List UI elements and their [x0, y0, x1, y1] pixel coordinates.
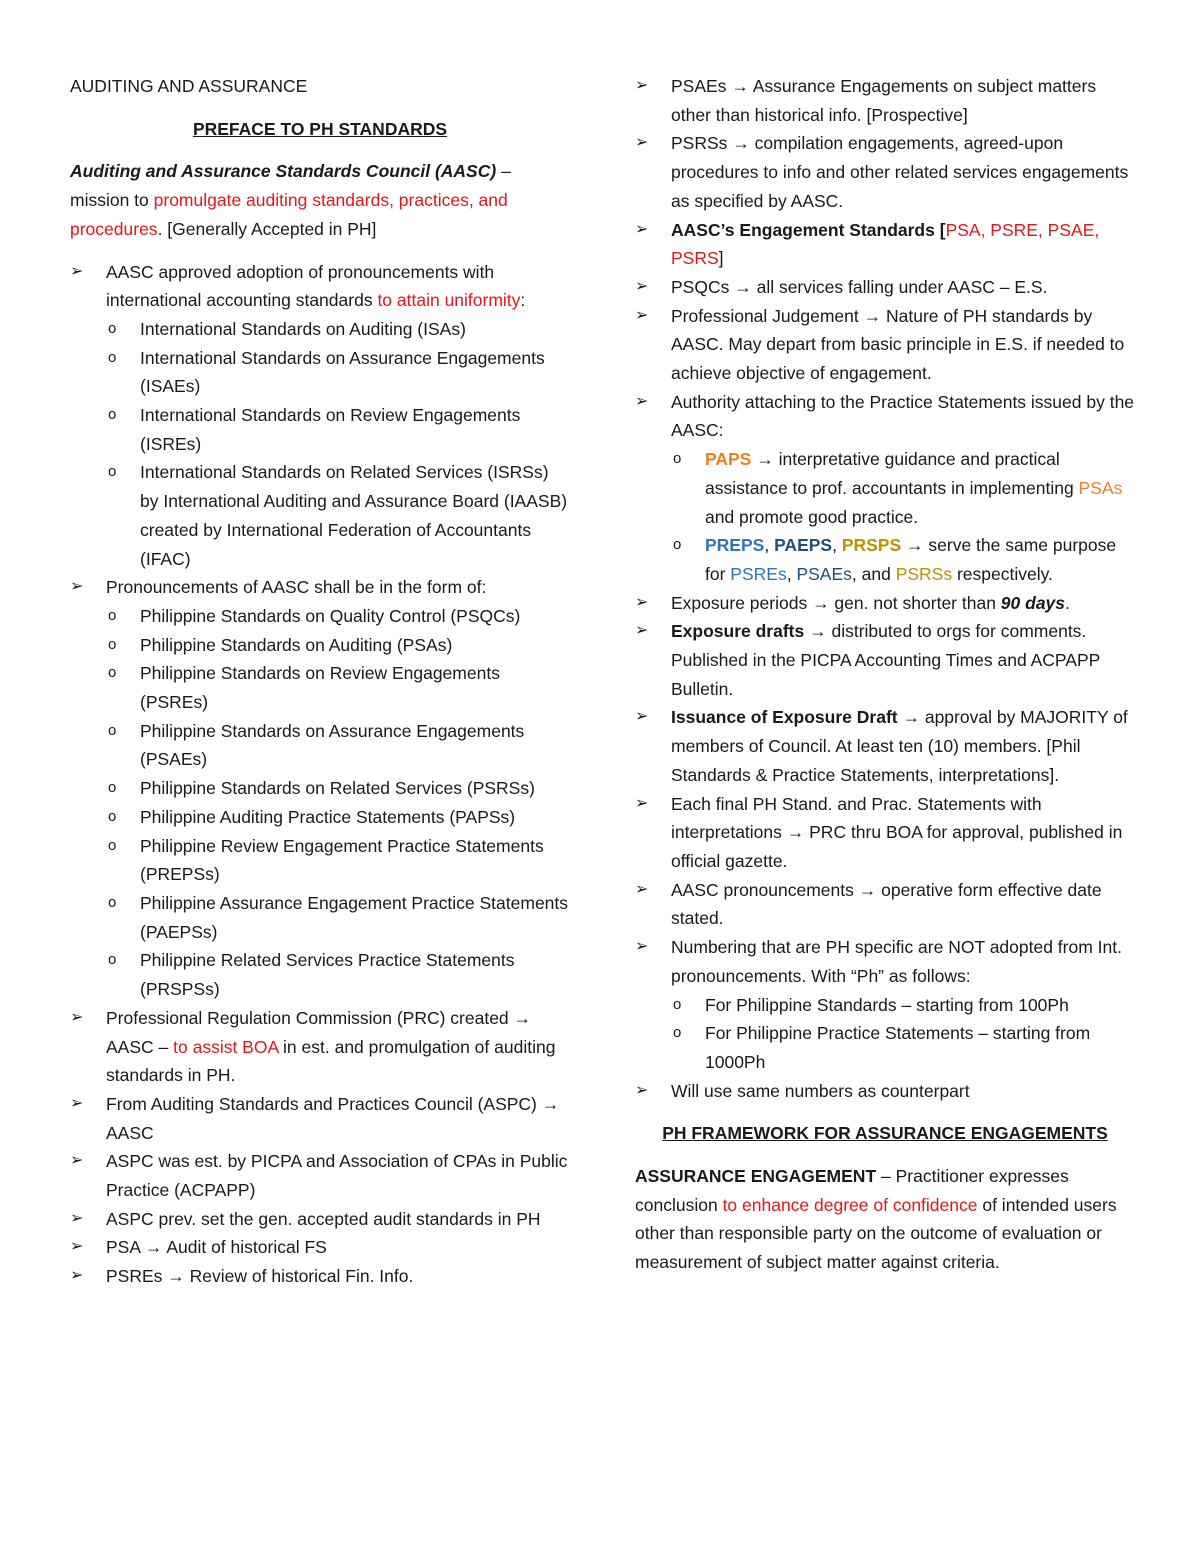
item-tail: distributed to orgs for comments. Published in the PICPA Accounting Times and ACPAPP Bulletin.	[671, 621, 1101, 699]
right-arrow-icon: →	[902, 707, 920, 728]
definition-highlight: to enhance degree of confidence	[722, 1194, 978, 1215]
arrow-bullet-icon: ➢	[70, 1008, 84, 1026]
circle-bullet-icon: o	[108, 348, 117, 366]
sub-list-item	[70, 401, 570, 458]
right-arrow-icon: →	[906, 535, 924, 556]
term: ASSURANCE ENGAGEMENT	[635, 1166, 877, 1187]
separator: ,	[786, 563, 797, 584]
sub-list-item	[70, 774, 570, 803]
list-item	[70, 1090, 570, 1147]
sub-item-text: Philippine Standards on Quality Control (PSQCs)	[140, 605, 521, 626]
sub-item-text: Philippine Standards on Auditing (PSAs)	[140, 634, 453, 655]
item-highlight: to assist BOA	[173, 1036, 279, 1057]
arrow-bullet-icon: ➢	[70, 1267, 84, 1285]
circle-bullet-icon: o	[108, 893, 117, 911]
sub-list-item	[635, 991, 1135, 1020]
right-bullet-list	[635, 72, 1135, 1105]
sub-list-item	[70, 832, 570, 889]
sub-item-text: For Philippine Practice Statements – starting from 1000Ph	[705, 1023, 1091, 1072]
list-item	[635, 1077, 1135, 1106]
item-text: AASC –	[106, 1036, 174, 1057]
arrow-bullet-icon: ➢	[635, 277, 649, 295]
assurance-engagement-definition	[635, 1162, 1135, 1277]
sub-list-item	[70, 344, 570, 401]
item-text: AASC’s Engagement Standards	[671, 219, 935, 240]
sub-list-item	[635, 445, 1135, 531]
sub-list-item	[635, 531, 1135, 588]
list-item	[70, 1147, 570, 1204]
list-item	[635, 876, 1135, 933]
circle-bullet-icon: o	[108, 779, 117, 797]
right-arrow-icon: →	[786, 822, 805, 843]
arrow-bullet-icon: ➢	[635, 708, 649, 726]
prsps-label: PRSPS	[841, 535, 902, 556]
sub-item-text: International Standards on Review Engagements (ISREs)	[140, 405, 521, 454]
item-text: Exposure drafts	[671, 621, 805, 642]
circle-bullet-icon: o	[673, 1024, 682, 1042]
preps-label: PREPS	[705, 535, 765, 556]
list-item	[635, 388, 1135, 445]
aasc-intro	[70, 157, 570, 243]
sub-item-text: serve the same purpose for	[705, 535, 1117, 584]
circle-bullet-icon: o	[108, 807, 117, 825]
psaes-label: PSAEs	[796, 563, 852, 584]
sub-item-text: For Philippine Standards – starting from 100Ph	[705, 994, 1069, 1015]
item-text: Numbering that are PH specific are NOT adopted from Int. pronouncements. With “Ph” as follows:	[671, 937, 1122, 986]
item-tail: compilation engagements, agreed-upon procedures to info and other related services engagements as specified by AASC.	[671, 133, 1129, 211]
sub-item-text: Philippine Standards on Review Engagements (PSREs)	[140, 663, 500, 713]
sub-item-text: International Standards on Assurance Engagements (ISAEs)	[140, 347, 545, 397]
arrow-bullet-icon: ➢	[635, 392, 649, 410]
list-item	[70, 1262, 570, 1291]
item-tail: :	[520, 290, 526, 311]
list-item	[635, 129, 1135, 215]
item-tail: Audit of historical FS	[162, 1237, 327, 1258]
separator: ,	[832, 535, 842, 556]
bracket-open: [	[934, 219, 946, 240]
sub-item-text: Philippine Standards on Assurance Engagements (PSAEs)	[140, 720, 525, 770]
left-bullet-list	[70, 258, 570, 1291]
list-item	[635, 933, 1135, 990]
arrow-bullet-icon: ➢	[635, 306, 649, 324]
right-arrow-icon: →	[756, 449, 774, 470]
arrow-bullet-icon: ➢	[635, 622, 649, 640]
arrow-bullet-icon: ➢	[635, 593, 649, 611]
item-tail: approval by MAJORITY of members of Council. At least ten (10) members. [Phil Standards & Practice Statements, interpretations].	[671, 707, 1128, 785]
item-tail: Nature of PH standards by AASC. May depart from basic principle in E.S. if needed to achieve objective of engagement.	[671, 305, 1125, 384]
item-text: Issuance of Exposure Draft	[671, 707, 898, 728]
item-tail: operative form effective date stated.	[671, 879, 1102, 929]
item-text: PSQCs	[671, 276, 735, 297]
sub-list-item	[70, 717, 570, 774]
right-arrow-icon: →	[734, 276, 752, 297]
list-item	[70, 1004, 570, 1090]
right-arrow-icon: →	[541, 1093, 560, 1114]
item-text: AASC pronouncements	[671, 879, 859, 900]
intro-text: – mission to	[70, 161, 511, 211]
sub-list-item	[70, 631, 570, 660]
item-text: PSREs	[106, 1266, 168, 1287]
right-arrow-icon: →	[144, 1237, 163, 1258]
sub-list	[635, 991, 1135, 1077]
definition-tail: of intended users other than responsible party on the outcome of evaluation or measurement of subject matter against criteria.	[635, 1194, 1117, 1273]
sub-item-tail: respectively.	[952, 563, 1053, 584]
sub-list	[635, 445, 1135, 589]
item-text: PSRSs	[671, 133, 733, 154]
right-arrow-icon: →	[732, 133, 750, 154]
item-tail: all services falling under AASC – E.S.	[751, 276, 1048, 297]
sub-list-item	[70, 458, 570, 573]
list-item	[635, 302, 1135, 388]
list-item	[70, 573, 570, 602]
arrow-bullet-icon: ➢	[70, 1152, 84, 1170]
sub-list-item	[70, 602, 570, 631]
arrow-bullet-icon: ➢	[635, 880, 649, 898]
sub-item-text: Philippine Auditing Practice Statements (PAPSs)	[140, 806, 516, 827]
sub-list-item	[70, 315, 570, 344]
sub-item-text: Philippine Related Services Practice Statements (PRSPSs)	[140, 950, 515, 1000]
list-item	[635, 703, 1135, 789]
section-title-framework: PH FRAMEWORK FOR ASSURANCE ENGAGEMENTS	[662, 1123, 1108, 1144]
section-title-preface: PREFACE TO PH STANDARDS	[192, 118, 448, 139]
item-text: Professional Judgement	[671, 305, 864, 326]
circle-bullet-icon: o	[108, 606, 117, 624]
circle-bullet-icon: o	[673, 450, 682, 468]
arrow-bullet-icon: ➢	[70, 262, 84, 280]
item-highlight: to attain uniformity	[377, 290, 521, 311]
sub-item-text: Philippine Assurance Engagement Practice Statements (PAEPSs)	[140, 892, 569, 942]
right-arrow-icon: →	[809, 621, 827, 642]
arrow-bullet-icon: ➢	[70, 1238, 84, 1256]
list-item	[70, 258, 570, 315]
aasc-name: Auditing and Assurance Standards Council (AASC)	[70, 161, 497, 182]
item-text: Authority attaching to the Practice Statements issued by the AASC:	[671, 391, 1135, 441]
bracket-close: ]	[718, 248, 724, 269]
item-text: AASC approved adoption of pronouncements with international accounting standards	[106, 261, 495, 311]
item-text: Pronouncements of AASC shall be in the form of:	[106, 577, 487, 598]
right-arrow-icon: →	[858, 879, 877, 900]
arrow-bullet-icon: ➢	[635, 1081, 649, 1099]
right-arrow-icon: →	[812, 592, 830, 613]
list-item	[70, 1205, 570, 1234]
list-item	[635, 273, 1135, 302]
sub-list	[70, 602, 570, 1004]
circle-bullet-icon: o	[108, 951, 117, 969]
sub-item-text: Philippine Review Engagement Practice Statements (PREPSs)	[140, 835, 544, 885]
list-item	[635, 790, 1135, 876]
definition-text: – Practitioner expresses conclusion	[635, 1166, 1069, 1215]
circle-bullet-icon: o	[108, 664, 117, 682]
item-text: Will use same numbers as counterpart	[671, 1080, 970, 1101]
right-arrow-icon: →	[167, 1266, 185, 1287]
aasc-mission: promulgate auditing standards, practices, and procedures	[70, 190, 508, 239]
arrow-bullet-icon: ➢	[70, 1209, 84, 1227]
sub-item-text: interpretative guidance and practical assistance to prof. accountants in implementing	[705, 449, 1079, 498]
circle-bullet-icon: o	[673, 536, 682, 554]
right-arrow-icon: →	[731, 76, 749, 96]
item-text: From Auditing Standards and Practices Council (ASPC)	[106, 1093, 542, 1114]
list-item	[635, 72, 1135, 129]
arrow-bullet-icon: ➢	[70, 578, 84, 596]
list-item	[635, 617, 1135, 703]
separator: , and	[851, 563, 896, 584]
right-arrow-icon: →	[513, 1007, 532, 1028]
arrow-bullet-icon: ➢	[635, 220, 649, 238]
sub-item-text: International Standards on Auditing (ISAs)	[140, 318, 466, 339]
sub-list-item	[635, 1019, 1135, 1076]
list-item	[70, 1233, 570, 1262]
item-tail: AASC	[106, 1122, 154, 1143]
arrow-bullet-icon: ➢	[635, 794, 649, 812]
circle-bullet-icon: o	[108, 406, 117, 424]
item-tail: Assurance Engagements on subject matters other than historical info. [Prospective]	[671, 76, 1097, 125]
paps-label: PAPS	[705, 449, 752, 470]
circle-bullet-icon: o	[108, 463, 117, 481]
item-tail: PRC thru BOA for approval, published in official gazette.	[671, 822, 1123, 871]
psrss-label: PSRSs	[895, 563, 953, 584]
list-item	[635, 216, 1135, 273]
course-title: AUDITING AND ASSURANCE	[70, 76, 308, 96]
item-highlight: 90 days	[1000, 592, 1066, 613]
sub-list-item	[70, 803, 570, 832]
circle-bullet-icon: o	[108, 721, 117, 739]
right-arrow-icon: →	[863, 305, 882, 326]
sub-list-item	[70, 889, 570, 946]
separator: ,	[764, 535, 775, 556]
arrow-bullet-icon: ➢	[70, 1094, 84, 1112]
left-column	[70, 72, 570, 1291]
item-tail: .	[1065, 592, 1070, 613]
item-text: Each final PH Stand. and Prac. Statements with interpretations	[671, 793, 1042, 843]
circle-bullet-icon: o	[108, 319, 117, 337]
circle-bullet-icon: o	[673, 995, 682, 1013]
sub-list-item	[70, 659, 570, 716]
sub-item-text: International Standards on Related Services (ISRSs) by International Auditing and Assurance Board (IAASB) created by International Federation of Accountants (IFAC)	[140, 462, 568, 569]
sub-list-item	[70, 946, 570, 1003]
arrow-bullet-icon: ➢	[635, 77, 649, 94]
arrow-bullet-icon: ➢	[635, 134, 649, 152]
item-text: ASPC was est. by PICPA and Association of CPAs in Public Practice (ACPAPP)	[106, 1151, 568, 1201]
item-text: Professional Regulation Commission (PRC) created	[106, 1007, 514, 1028]
item-text: PSA	[106, 1237, 145, 1258]
psas-label: PSAs	[1078, 477, 1123, 498]
sub-item-tail: and promote good practice.	[705, 506, 919, 527]
item-text: Exposure periods	[671, 592, 813, 613]
list-item	[635, 589, 1135, 618]
right-column	[635, 72, 1135, 1277]
circle-bullet-icon: o	[108, 635, 117, 653]
item-tail: in est. and promulgation of auditing standards in PH.	[106, 1036, 556, 1086]
paeps-label: PAEPS	[774, 535, 833, 556]
item-text: gen. not shorter than	[829, 592, 1001, 613]
psres-label: PSREs	[730, 563, 787, 584]
sub-list	[70, 315, 570, 573]
circle-bullet-icon: o	[108, 836, 117, 854]
item-tail: Review of historical Fin. Info.	[184, 1266, 414, 1287]
intro-tail: . [Generally Accepted in PH]	[157, 218, 377, 239]
item-highlight: PSA, PSRE, PSAE, PSRS	[671, 219, 1100, 269]
item-text: PSAEs	[671, 76, 732, 96]
sub-item-text: Philippine Standards on Related Services (PSRSs)	[140, 778, 535, 799]
arrow-bullet-icon: ➢	[635, 938, 649, 956]
item-text: ASPC prev. set the gen. accepted audit standards in PH	[106, 1208, 541, 1229]
